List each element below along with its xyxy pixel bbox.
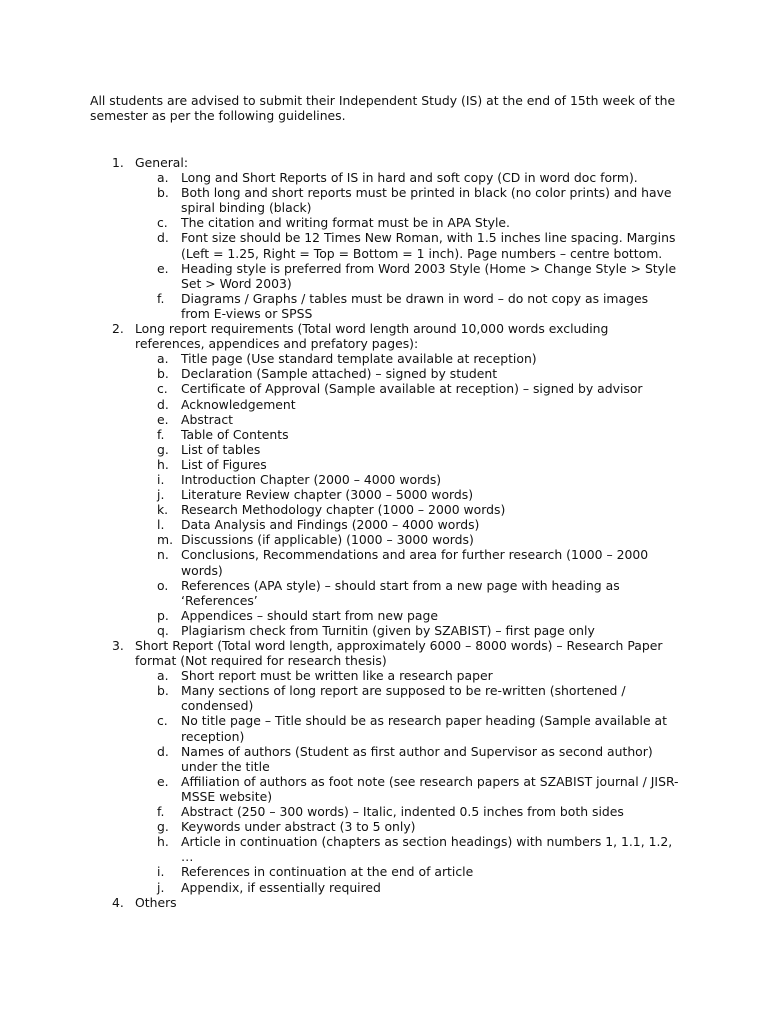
item-text: References (APA style) – should start from a new page with heading as ‘References’ — [181, 577, 620, 608]
section-items — [135, 351, 680, 638]
list-item — [135, 351, 679, 366]
item-letter: i. — [157, 864, 165, 880]
item-letter: e. — [157, 773, 169, 789]
item-text: Affiliation of authors as foot note (see research papers at SZABIST journal / JISR-MSSE website) — [181, 773, 679, 804]
guidelines-list — [0, 155, 768, 910]
list-item — [135, 412, 679, 427]
guideline-section — [0, 321, 680, 638]
section-items — [135, 170, 680, 321]
section-items — [135, 668, 680, 894]
intro-paragraph: All students are advised to submit their Independent Study (IS) at the end of 15th week of the semester as per the following guidelines. — [90, 93, 676, 124]
section-number: 4. — [112, 894, 124, 910]
item-letter: n. — [157, 547, 169, 563]
item-letter: f. — [157, 290, 165, 306]
list-item — [135, 442, 679, 457]
item-letter: g. — [157, 819, 169, 835]
section-title: Short Report (Total word length, approximately 6000 – 8000 words) – Research Paper format (Not required for research thesis) — [135, 638, 663, 669]
item-letter: g. — [157, 441, 169, 457]
item-letter: f. — [157, 426, 165, 442]
item-text: Data Analysis and Findings (2000 – 4000 words) — [181, 517, 480, 533]
item-text: Many sections of long report are supposed to be re-written (shortened / condensed) — [181, 683, 626, 714]
item-letter: j. — [157, 487, 165, 503]
list-item — [135, 170, 679, 185]
item-letter: f. — [157, 804, 165, 820]
section-title: Long report requirements (Total word length around 10,000 words excluding references, appendices and prefatory pages): — [135, 321, 609, 352]
item-text: Both long and short reports must be printed in black (no color prints) and have spiral binding (black) — [181, 185, 672, 216]
item-text: Research Methodology chapter (1000 – 2000 words) — [181, 502, 506, 518]
item-letter: p. — [157, 607, 169, 623]
item-letter: c. — [157, 381, 168, 397]
list-item — [135, 834, 679, 864]
list-item — [135, 804, 679, 819]
item-text: Certificate of Approval (Sample available at reception) – signed by advisor — [181, 381, 643, 397]
item-letter: c. — [157, 215, 168, 231]
list-item — [135, 744, 679, 774]
item-letter: q. — [157, 622, 169, 638]
item-text: List of Figures — [181, 456, 267, 472]
item-text: Appendix, if essentially required — [181, 879, 381, 895]
list-item — [135, 366, 679, 381]
item-text: Heading style is preferred from Word 2003 Style (Home > Change Style > Style Set > Word 2003) — [181, 260, 677, 291]
item-text: Title page (Use standard template available at reception) — [181, 351, 537, 367]
list-item — [135, 880, 679, 895]
list-item — [135, 623, 679, 638]
item-text: Table of Contents — [181, 426, 289, 442]
item-text: Font size should be 12 Times New Roman, with 1.5 inches line spacing. Margins (Left = 1.25, Right = Top = Bottom = 1 inch). Page numbers – centre bottom. — [181, 230, 676, 261]
item-text: Acknowledgement — [181, 396, 296, 412]
item-text: Diagrams / Graphs / tables must be drawn in word – do not copy as images from E-views or SPSS — [181, 290, 649, 321]
item-text: The citation and writing format must be in APA Style. — [181, 215, 510, 231]
item-letter: h. — [157, 834, 169, 850]
list-item — [135, 397, 679, 412]
list-item — [135, 230, 679, 260]
guideline-section — [0, 155, 680, 321]
section-title: Others — [135, 894, 177, 910]
item-text: Literature Review chapter (3000 – 5000 words) — [181, 487, 474, 503]
item-letter: b. — [157, 683, 169, 699]
item-letter: d. — [157, 230, 169, 246]
list-item — [135, 381, 679, 396]
item-text: Appendices – should start from new page — [181, 607, 439, 623]
item-text: Long and Short Reports of IS in hard and soft copy (CD in word doc form). — [181, 170, 638, 186]
list-item — [135, 472, 679, 487]
list-item — [135, 532, 679, 547]
list-item — [135, 774, 679, 804]
item-letter: d. — [157, 396, 169, 412]
item-letter: i. — [157, 471, 165, 487]
list-item — [135, 261, 679, 291]
item-text: Names of authors (Student as first author and Supervisor as second author) under the title — [181, 743, 653, 774]
item-text: Abstract — [181, 411, 234, 427]
item-text: No title page – Title should be as research paper heading (Sample available at reception) — [181, 713, 667, 744]
item-letter: a. — [157, 668, 169, 684]
item-letter: l. — [157, 517, 165, 533]
item-text: Conclusions, Recommendations and area for further research (1000 – 2000 words) — [181, 547, 649, 578]
item-letter: h. — [157, 456, 169, 472]
item-text: Short report must be written like a research paper — [181, 668, 493, 684]
list-item — [135, 457, 679, 472]
list-item — [135, 683, 679, 713]
list-item — [135, 547, 679, 577]
list-item — [135, 578, 679, 608]
item-letter: e. — [157, 411, 169, 427]
list-item — [135, 487, 679, 502]
list-item — [135, 185, 679, 215]
item-letter: m. — [157, 532, 174, 548]
item-letter: o. — [157, 577, 169, 593]
list-item — [135, 502, 679, 517]
list-item — [135, 668, 679, 683]
item-letter: c. — [157, 713, 168, 729]
list-item — [135, 517, 679, 532]
item-text: Declaration (Sample attached) – signed by student — [181, 366, 498, 382]
item-letter: k. — [157, 502, 169, 518]
item-letter: d. — [157, 743, 169, 759]
section-number: 2. — [112, 321, 124, 337]
item-text: List of tables — [181, 441, 261, 457]
item-letter: b. — [157, 185, 169, 201]
list-item — [135, 713, 679, 743]
item-text: Plagiarism check from Turnitin (given by SZABIST) – first page only — [181, 622, 595, 638]
item-letter: b. — [157, 366, 169, 382]
item-letter: a. — [157, 170, 169, 186]
list-item — [135, 291, 679, 321]
item-letter: a. — [157, 351, 169, 367]
list-item — [135, 864, 679, 879]
item-text: Abstract (250 – 300 words) – Italic, indented 0.5 inches from both sides — [181, 804, 624, 820]
item-text: Article in continuation (chapters as section headings) with numbers 1, 1.1, 1.2, … — [181, 834, 673, 865]
item-text: Introduction Chapter (2000 – 4000 words) — [181, 471, 442, 487]
item-text: Discussions (if applicable) (1000 – 3000 words) — [181, 532, 474, 548]
item-letter: e. — [157, 260, 169, 276]
list-item — [135, 608, 679, 623]
list-item — [135, 215, 679, 230]
list-item — [135, 427, 679, 442]
item-letter: j. — [157, 879, 165, 895]
item-text: References in continuation at the end of article — [181, 864, 474, 880]
section-number: 3. — [112, 638, 124, 653]
item-text: Keywords under abstract (3 to 5 only) — [181, 819, 416, 835]
guideline-section — [0, 895, 680, 910]
section-title: General: — [135, 155, 189, 170]
section-number: 1. — [112, 155, 124, 170]
list-item — [135, 819, 679, 834]
guideline-section — [0, 638, 680, 895]
